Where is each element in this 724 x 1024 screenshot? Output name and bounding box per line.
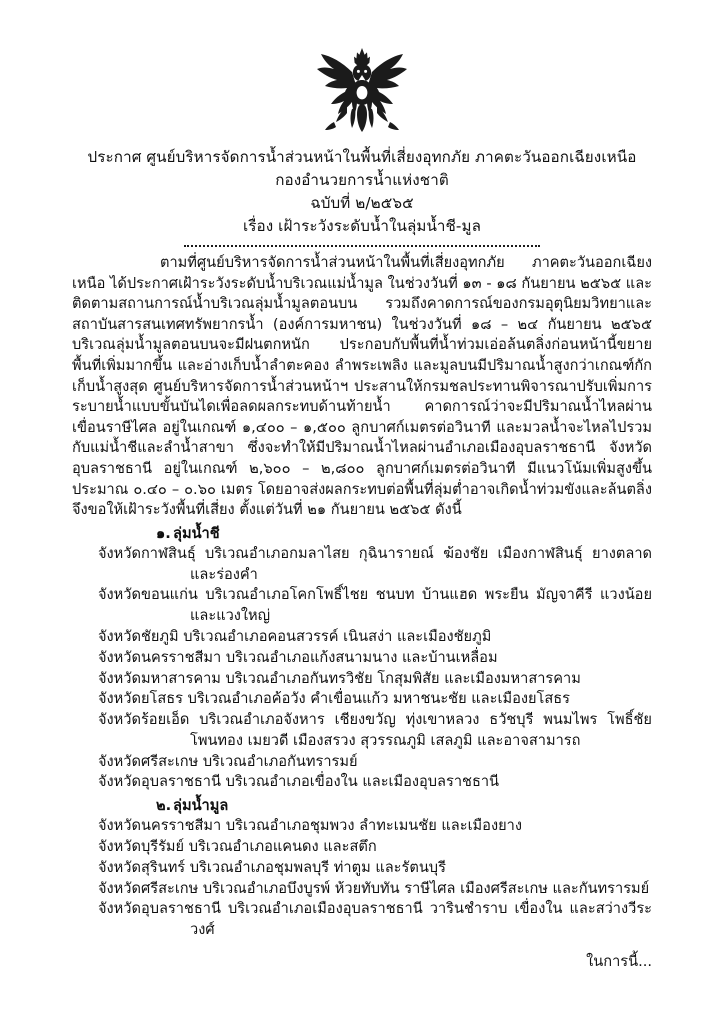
section-2-title: ลุ่มน้ำมูล <box>173 797 229 815</box>
item-text: จังหวัดนครราชสีมา บริเวณอำเภอแก้งสนามนาง และบ้านเหลื่อม <box>98 648 498 666</box>
item-number <box>72 585 98 606</box>
subject-line: เรื่อง เฝ้าระวังระดับน้ำในลุ่มน้ำชี-มูล <box>242 217 482 235</box>
item-number <box>72 837 98 858</box>
title-block <box>72 146 652 238</box>
section-2-list <box>72 816 652 941</box>
list-item <box>72 669 652 690</box>
item-text: จังหวัดอุบลราชธานี บริเวณอำเภอเมืองอุบลราชธานี วารินชำราบ เขื่องใน และสว่างวีระวงศ์ <box>98 900 652 939</box>
list-item <box>72 648 652 669</box>
list-item <box>72 627 652 648</box>
list-item <box>72 837 652 858</box>
section-basin-mun <box>72 795 652 941</box>
section-1-title: ลุ่มน้ำชี <box>173 524 220 542</box>
list-item <box>72 816 652 837</box>
list-item <box>72 879 652 900</box>
section-1-number: ๑. <box>156 524 171 542</box>
list-item <box>72 858 652 879</box>
section-1-list <box>72 544 652 794</box>
dotted-separator-container <box>72 241 652 247</box>
emblem-container <box>72 42 652 142</box>
item-number <box>72 689 98 710</box>
item-number <box>72 816 98 837</box>
section-1-heading <box>72 523 652 544</box>
item-text: จังหวัดขอนแก่น บริเวณอำเภอโคกโพธิ์ไชย ชนบท บ้านแฮด พระยืน มัญจาคีรี แวงน้อย และแวงใหญ่ <box>98 586 652 625</box>
body-paragraph <box>72 253 652 521</box>
list-item <box>72 752 652 773</box>
list-item <box>72 689 652 710</box>
item-text: จังหวัดกาฬสินธุ์ บริเวณอำเภอกมลาไสย กุฉินารายณ์ ฆ้องชัย เมืองกาฬสินธุ์ ยางตลาด และร่องคำ <box>98 544 652 583</box>
item-number <box>72 879 98 900</box>
item-text: จังหวัดนครราชสีมา บริเวณอำเภอชุมพวง ลำทะเมนชัย และเมืองยาง <box>98 817 522 835</box>
title-line-3: ฉบับที่ ๒/๒๕๖๕ <box>310 194 414 212</box>
list-item <box>72 710 652 752</box>
body-paragraph-text: ตามที่ศูนย์บริหารจัดการน้ำส่วนหน้าในพื้นที่เสี่ยงอุทกภัย ภาคตะวันออกเฉียงเหนือ ได้ประกาศเฝ้าระวังระดับน้ำบริเวณแม่น้ำมูล ในช่วงวันที่ ๑๓ - ๑๘ กันยายน ๒๕๖๕ และติดตามสถานการณ์น้ำบริเวณลุ่มน้ำมูลตอนบน รวมถึงคาดการณ์ของกรมอุตุนิยมวิทยาและสถาบันสารสนเทศทรัพยากรน้ำ (องค์การมหาชน) ในช่วงวันที่ ๑๘ – ๒๔ กันยายน ๒๕๖๕ บริเวณลุ่มน้ำมูลตอนบนจะมีฝนตกหนัก ประกอบกับพื้นที่น้ำท่วมเอ่อล้นตลิ่งก่อนหน้านี้ขยายพื้นที่เพิ่มมากขึ้น และอ่างเก็บน้ำลำตะคอง ลำพระเพลิง และมูลบนมีปริมาณน้ำสูงกว่าเกณฑ์กักเก็บน้ำสูงสุด ศูนย์บริหารจัดการน้ำส่วนหน้าฯ ประสานให้กรมชลประทานพิจารณาปรับเพิ่มการระบายน้ำแบบขั้นบันไดเพื่อลดผลกระทบด้านท้ายน้ำ คาดการณ์ว่าจะมีปริมาณน้ำไหลผ่านเขื่อนราษีไศล อยู่ในเกณฑ์ ๑,๔๐๐ – ๑,๕๐๐ ลูกบาศก์เมตรต่อวินาที และมวลน้ำจะไหลไปรวมกับแม่น้ำชีและลำน้ำสาขา ซึ่งจะทำให้มีปริมาณน้ำไหลผ่านอำเภอเมืองอุบลราชธานี จังหวัดอุบลราชธานี อยู่ในเกณฑ์ ๒,๖๐๐ – ๒,๘๐๐ ลูกบาศก์เมตรต่อวินาที มีแนวโน้มเพิ่มสูงขึ้นประมาณ ๐.๔๐ – ๐.๖๐ เมตร โดยอาจส่งผลกระทบต่อพื้นที่ลุ่มต่ำอาจเกิดน้ำท่วมขังและล้นตลิ่ง จึงขอให้เฝ้าระวังพื้นที่เสี่ยง ตั้งแต่วันที่ ๒๑ กันยายน ๒๕๖๕ ดังนี้ <box>72 254 652 519</box>
item-text: จังหวัดยโสธร บริเวณอำเภอค้อวัง คำเขื่อนแก้ว มหาชนะชัย และเมืองยโสธร <box>98 690 571 708</box>
item-number <box>72 858 98 879</box>
list-item <box>72 899 652 941</box>
item-number <box>72 899 98 920</box>
title-line-1: ประกาศ ศูนย์บริหารจัดการน้ำส่วนหน้าในพื้นที่เสี่ยงอุทกภัย ภาคตะวันออกเฉียงเหนือ <box>87 148 637 166</box>
item-text: จังหวัดศรีสะเกษ บริเวณอำเภอกันทรารมย์ <box>98 752 358 770</box>
dotted-separator <box>184 241 540 247</box>
section-2-number: ๒. <box>156 797 172 815</box>
item-number <box>72 752 98 773</box>
section-basin-chi <box>72 523 652 794</box>
item-number <box>72 648 98 669</box>
item-text: จังหวัดบุรีรัมย์ บริเวณอำเภอแคนดง และสตึก <box>98 838 377 856</box>
item-number <box>72 710 98 731</box>
item-number <box>72 627 98 648</box>
list-item <box>72 585 652 627</box>
item-text: จังหวัดร้อยเอ็ด บริเวณอำเภอจังหาร เชียงขวัญ ทุ่งเขาหลวง ธวัชบุรี พนมไพร โพธิ์ชัย โพนทอง เมยวดี เมืองสรวง สุวรรณภูมิ เสลภูมิ และอาจสามารถ <box>98 711 652 749</box>
garuda-emblem <box>314 42 410 142</box>
item-number <box>72 772 98 793</box>
title-line-2: กองอำนวยการน้ำแห่งชาติ <box>275 171 449 189</box>
item-number <box>72 544 98 565</box>
item-text: จังหวัดสุรินทร์ บริเวณอำเภอชุมพลบุรี ท่าตูม และรัตนบุรี <box>98 858 446 876</box>
item-text: จังหวัดศรีสะเกษ บริเวณอำเภอบึงบูรพ์ ห้วยทับทัน ราษีไศล เมืองศรีสะเกษ และกันทรารมย์ <box>98 879 650 897</box>
list-item <box>72 544 652 586</box>
item-text: จังหวัดอุบลราชธานี บริเวณอำเภอเขื่องใน และเมืองอุบลราชธานี <box>98 773 500 791</box>
item-text: จังหวัดชัยภูมิ บริเวณอำเภอคอนสวรรค์ เนินสง่า และเมืองชัยภูมิ <box>98 627 492 645</box>
footer-continuation: ในการนี้... <box>586 953 652 970</box>
list-item <box>72 772 652 793</box>
item-number <box>72 669 98 690</box>
section-2-heading <box>72 795 652 816</box>
item-text: จังหวัดมหาสารคาม บริเวณอำเภอกันทรวิชัย โกสุมพิสัย และเมืองมหาสารคาม <box>98 669 581 687</box>
